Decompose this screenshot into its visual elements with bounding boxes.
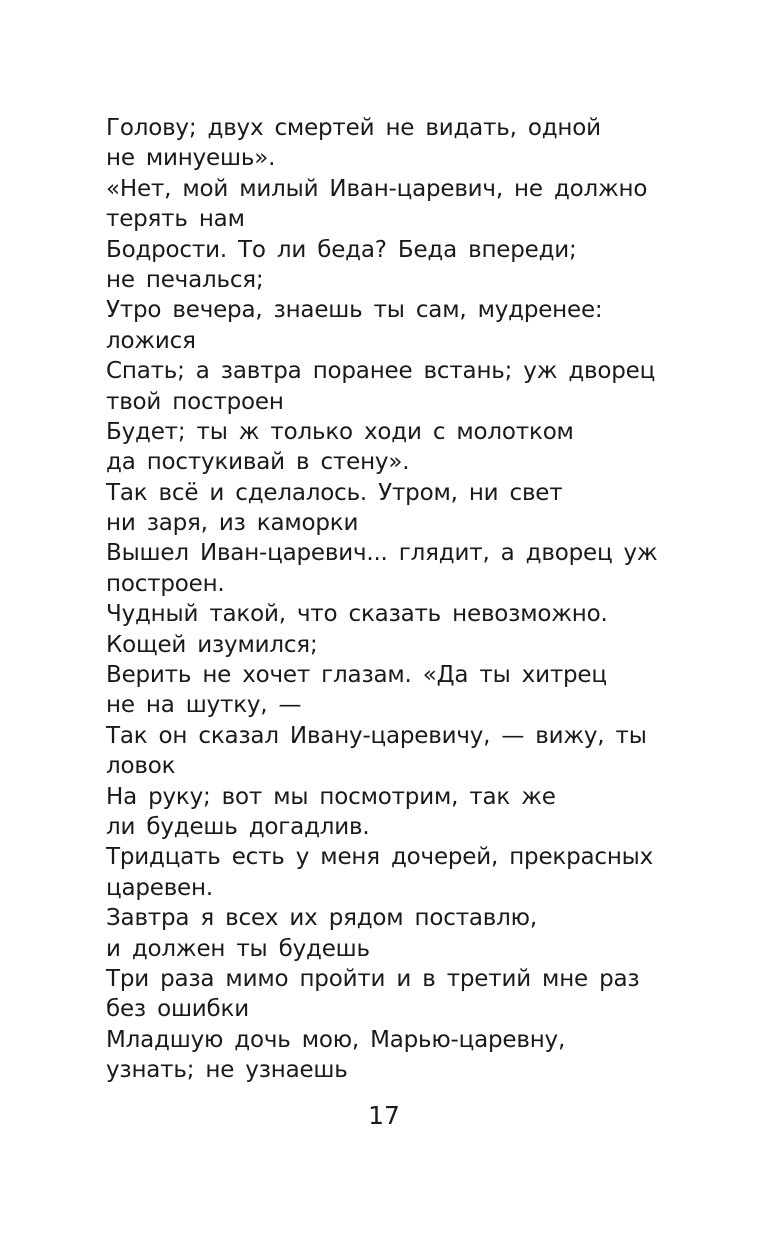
text-line: ложися [106,327,196,354]
text-line: не на шутку, — [106,692,302,719]
text-line: Три раза мимо пройти и в третий мне раз [106,965,640,992]
text-line: Чудный такой, что сказать невозможно. [106,601,608,628]
text-line: твой построен [106,388,284,415]
text-line: без ошибки [106,996,249,1023]
text-line: Тридцать есть у меня дочерей, прекрасных [106,844,654,871]
text-line: Бодрости. То ли беда? Беда впереди; [106,236,577,263]
text-line: Так он сказал Ивану-царевичу, — вижу, ты [106,722,647,749]
text-line: Спать; а завтра поранее встань; уж дворец [106,358,656,385]
text-line: Верить не хочет глазам. «Да ты хитрец [106,662,607,689]
text-line: не минуешь». [106,145,276,172]
text-line: Завтра я всех их рядом поставлю, [106,905,537,932]
text-line: Утро вечера, знаешь ты сам, мудренее: [106,297,603,324]
text-line: не печалься; [106,266,264,293]
text-line: Голову; двух смертей не видать, одной [106,115,601,141]
text-line: терять нам [106,206,245,233]
text-line: Вышел Иван-царевич... глядит, а дворец уж [106,540,658,567]
text-line: и должен ты будешь [106,935,370,962]
text-line: ли будешь догадлив. [106,813,370,840]
text-line: Младшую дочь мою, Марью-царевну, [106,1026,566,1053]
text-line: «Нет, мой милый Иван-царевич, не должно [106,175,648,202]
text-line: Будет; ты ж только ходи с молотком [106,418,574,445]
text-line: построен. [106,570,225,597]
text-line: ни заря, из каморки [106,510,359,537]
text-line: ловок [106,753,176,780]
text-line: На руку; вот мы посмотрим, так же [106,783,556,810]
poem-text [106,113,658,1086]
text-line: Так всё и сделалось. Утром, ни свет [106,479,563,506]
text-line: да постукивай в стену». [106,449,410,476]
text-line: Кощей изумился; [106,631,318,658]
page-number: 17 [368,1101,400,1130]
text-line: узнать; не узнаешь [106,1057,348,1084]
text-line: царевен. [106,874,213,901]
